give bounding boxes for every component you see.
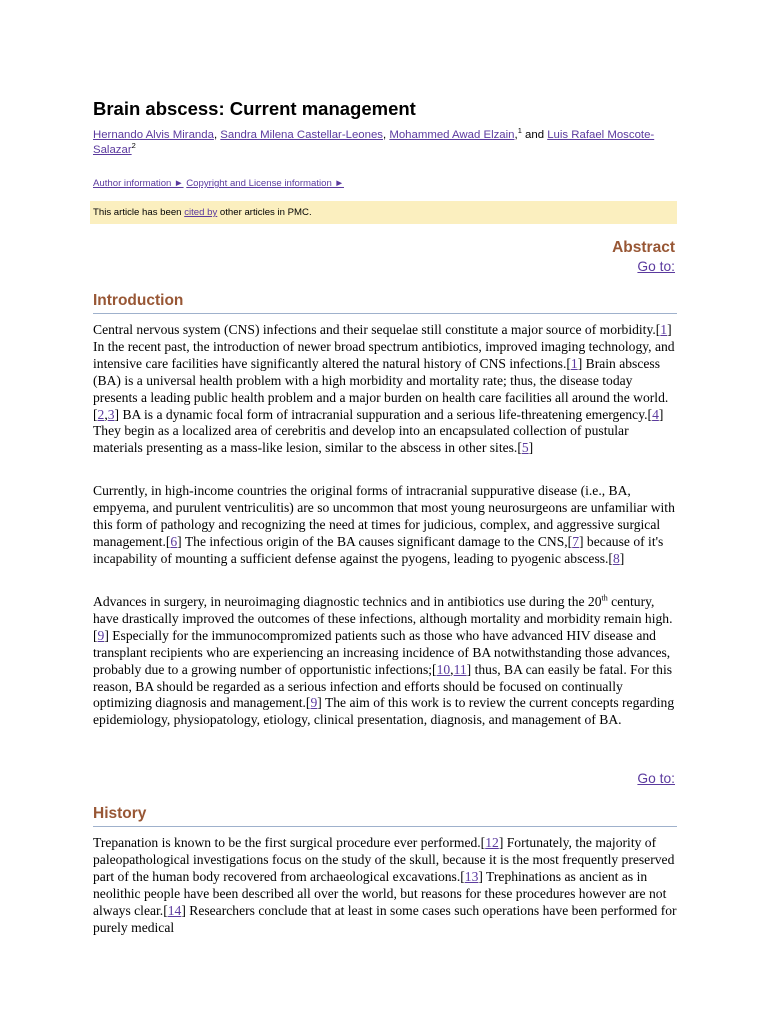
abstract-heading[interactable]: Abstract (612, 239, 675, 256)
citation-link[interactable]: 13 (464, 868, 479, 884)
goto-link[interactable]: Go to: (637, 771, 675, 786)
copyright-license-link[interactable]: Copyright and License information ► (186, 178, 344, 189)
citation-link[interactable]: 4 (652, 406, 659, 422)
cited-by-suffix: other articles in PMC. (217, 207, 312, 218)
cited-by-link[interactable]: cited by (184, 207, 218, 218)
history-heading: History (93, 805, 147, 822)
citation-link[interactable]: 7 (572, 533, 579, 549)
article-title: Brain abscess: Current management (93, 98, 416, 119)
citation-link[interactable]: 14 (167, 902, 182, 918)
citation-link[interactable]: 10 (436, 661, 451, 677)
citation-link[interactable]: 9 (97, 627, 105, 643)
introduction-paragraph-3: Advances in surgery, in neuroimaging diagnostic technics and in antibiotics use during the 20th century, have drastically improved the outcomes of these infections, although mortality and morbidity remain high.[9] Especially for the immunocompromized patients such as those who have advanced HIV disease and transplant recipients who are experiencing an increasing incidence of BA notwithstanding those advances, probably due to a growing number of opportunistic infections;[10,11] thus, BA can easily be fatal. For this reason, BA should be regarded as a serious infection and efforts should be focused on continually optimizing diagnosis and management.[9] The aim of this work is to review the current concepts regarding epidemiology, physiopatology, etiology, clinical presentation, diagnosis, and management of BA. (93, 593, 675, 728)
introduction-paragraph-1: Central nervous system (CNS) infections and their sequelae still constitute a major source of morbidity.[1] In the recent past, the introduction of newer broad spectrum antibiotics, improved imaging technology, and intensive care facilities have significantly altered the natural history of CNS infections.[1] Brain abscess (BA) is a universal health problem with a high morbidity and mortality rate; thus, the disease today presents a leading public health problem and a major burden on health care facilities all around the world.[2,3] BA is a dynamic focal form of intracranial suppuration and a serious life-threatening emergency.[4] They begin as a localized area of cerebritis and develop into an encapsulated collection of pustular materials presenting as a mass-like lesion, similar to the abscess in other sites.[5] (93, 322, 675, 456)
introduction-paragraph-2: Currently, in high-income countries the original forms of intracranial suppurative disease (i.e., BA, empyema, and purulent ventriculitis) are so uncommon that most young neurosurgeons are unfamiliar with this form of pathology and recognizing the need at times for judicious, complex, and aggressive surgical management.[6] The infectious origin of the BA causes significant damage to the CNS,[7] because of it's incapability of mounting a sufficient defense against the pyogens, leading to pyogenic abscess.[8] (93, 483, 675, 566)
cited-by-prefix: This article has been (93, 207, 185, 218)
author-information-link[interactable]: Author information ► (93, 178, 184, 189)
author-conjunction: and (521, 129, 548, 141)
citation-link[interactable]: 3 (107, 406, 115, 422)
author-link[interactable]: Luis Rafael Moscote-Salazar (93, 129, 655, 156)
history-paragraph-1: Trepanation is known to be the first surgical procedure ever performed.[12] Fortunately, the majority of paleopathological investigations focus on the study of the skull, because it is the most frequently preserved part of the human body recovered from archaeological excavations.[13] Trephinations as ancient as in neolithic people have been described all over the world, but reasons for these procedures however are not always clear.[14] Researchers conclude that at least in some cases such operations have been performed for purely medical (93, 835, 677, 935)
citation-link[interactable]: 2 (97, 406, 105, 422)
author-list: Hernando Alvis Miranda, Sandra Milena Castellar-Leones, Mohammed Awad Elzain,$^1$ and Luis Rafael Moscote-Salazar$^2$ (93, 126, 655, 156)
section-divider (93, 826, 677, 827)
article-info-links (93, 178, 344, 189)
citation-link[interactable]: 9 (310, 695, 318, 711)
citation-link[interactable]: 6 (170, 533, 178, 549)
citation-link[interactable]: 5 (521, 440, 529, 456)
author-link[interactable]: Hernando Alvis Miranda (93, 129, 214, 141)
section-divider (93, 313, 677, 314)
citation-link[interactable]: 12 (485, 835, 499, 850)
author-link[interactable]: Mohammed Awad Elzain (389, 129, 515, 141)
goto-link[interactable]: Go to: (637, 259, 675, 274)
citation-link[interactable]: 8 (612, 550, 620, 566)
affiliation-marker: 2 (131, 141, 136, 151)
affiliation-marker: 1 (517, 126, 522, 136)
introduction-heading: Introduction (93, 292, 184, 309)
cited-by-notice (90, 201, 677, 224)
citation-link[interactable]: 1 (660, 322, 668, 337)
citation-link[interactable]: 1 (570, 355, 578, 371)
superscript: th (601, 593, 608, 603)
author-link[interactable]: Sandra Milena Castellar-Leones (220, 129, 384, 141)
citation-link[interactable]: 11 (453, 661, 467, 677)
